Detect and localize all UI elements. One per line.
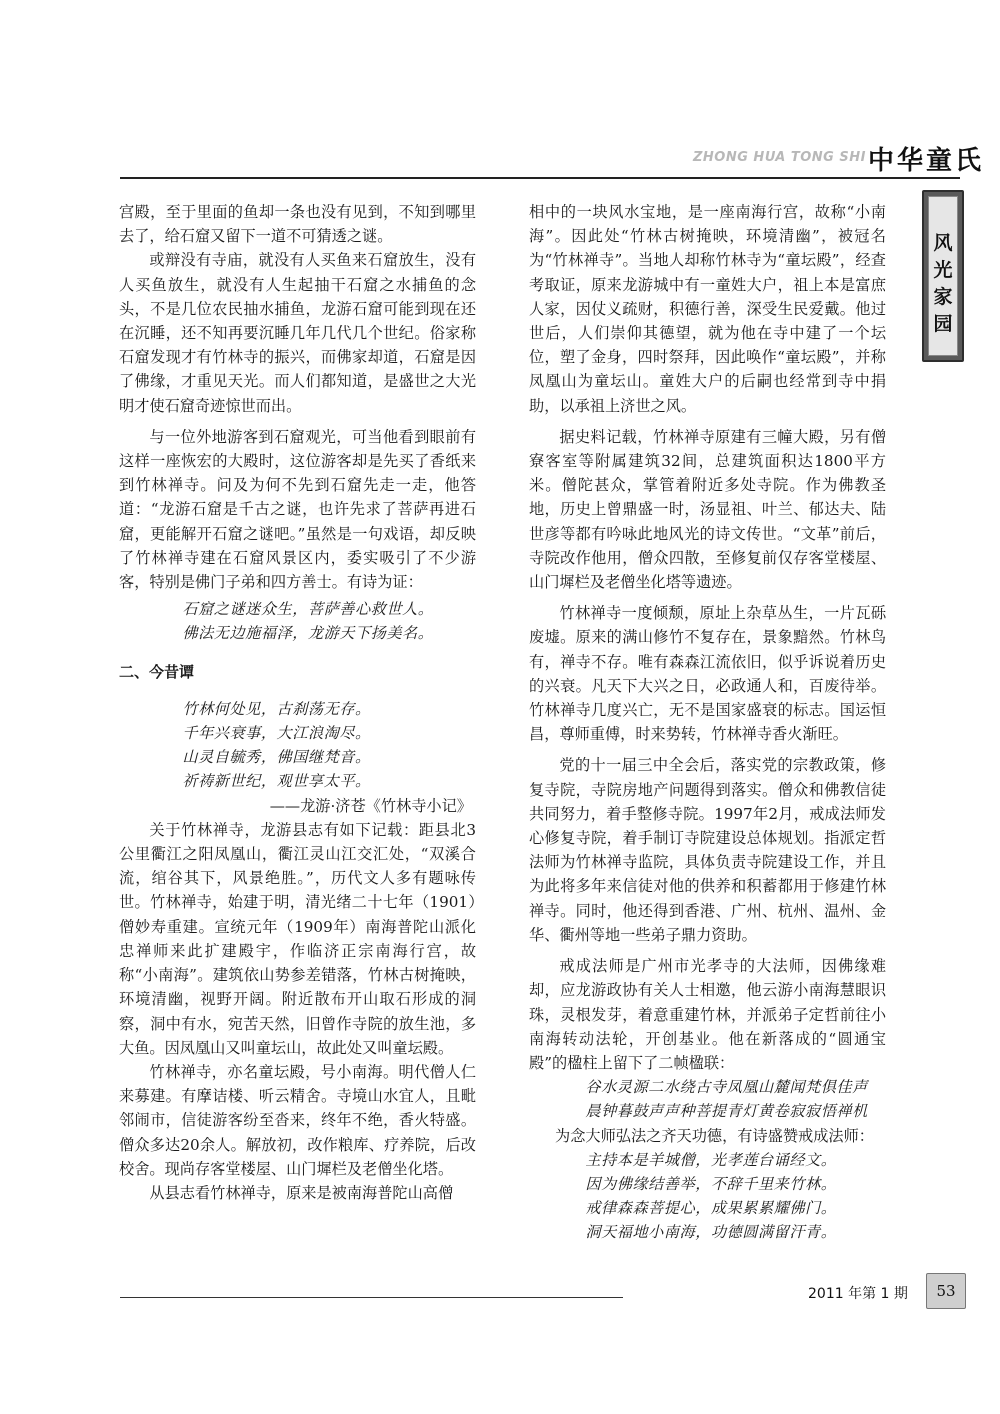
header-rule: [120, 177, 960, 179]
left-paragraph-4: 关于竹林禅寺，龙游县志有如下记载：距县北3公里衢江之阳凤凰山，衢江灵山江交汇处，“双溪合流，绾谷其下，风景绝胜。”，历代文人多有题咏传世。竹林禅寺，始建于明，清光绪二十七年（1901）僧妙寿重建。宣统元年（1909年）南海普陀山派化忠禅师来此扩建殿宇，作临济正宗南海行宫，故称“小南海”。建筑依山势参差错落，竹林古树掩映，环境清幽，视野开阔。附近散布开山取石形成的洞察，洞中有水，宛苦天然，旧曾作寺院的放生池，多大鱼。因凤凰山又叫童坛山，故此处又叫童坛殿。: [119, 820, 476, 1057]
right-paragraph-3: 竹林禅寺一度倾颓，原址上杂草丛生，一片瓦砾废墟。原来的满山修竹不复存在，景象黯然。竹林鸟有，禅寺不存。唯有森森江流依旧，似乎诉说着历史的兴衰。凡天下大兴之日，必政通人和，百废待举。竹林禅寺几度兴亡，无不是国家盛衰的标志。国运恒昌，尊师重傅，时来势转，竹林禅寺香火渐旺。: [529, 604, 886, 744]
left-paragraph-6: 从县志看竹林禅寺，原来是被南海普陀山高僧: [149, 1183, 454, 1202]
page-number: 53: [926, 1273, 966, 1309]
section-tab: [922, 190, 964, 362]
left-paragraph-3: 与一位外地游客到石窟观光，可当他看到眼前有这样一座恢宏的大殿时，这位游客却是先买了香纸来到竹林禅寺。问及为何不先到石窟先走一走，他答道：“龙游石窟是千古之谜，也许先求了菩萨再进石窟，更能解开石窟之谜吧。”虽然是一句戏语，却反映了竹林禅寺建在石窟风景区内，委实吸引了不少游客，特别是佛门子弟和四方善士。有诗为证：: [119, 427, 476, 592]
poem-line: 祈祷新世纪，观世享太平。: [182, 772, 371, 791]
right-column: [529, 200, 886, 1245]
left-column: [119, 200, 476, 1205]
poem-line: 主持本是羊城僧，光孝莲台诵经文。: [585, 1150, 837, 1169]
poem-line: 戒律森森菩提心，成果累累耀佛门。: [585, 1199, 837, 1218]
poem-line: 竹林何处见，古刹荡无存。: [182, 699, 371, 718]
footer-rule: [120, 1297, 623, 1298]
poem-line: 佛法无边施福泽，龙游天下扬美名。: [182, 624, 434, 643]
section-heading: 二、今昔谭: [119, 662, 195, 681]
left-paragraph-2: 或辩没有寺庙，就没有人买鱼来石窟放生，没有人买鱼放生，就没有人生起抽干石窟之水捕鱼的念头，不是几位农民抽水捕鱼，龙游石窟可能到现在还在沉睡，还不知再要沉睡几年几代几个世纪。俗家称石窟发现才有竹林寺的振兴，而佛家却道，石窟是因了佛缘，才重见天光。而人们都知道，是盛世之大光明才使石窟奇迹惊世而出。: [119, 251, 476, 415]
section-tab-label: 风光家园: [933, 232, 953, 335]
poem-attribution: ——龙游·济苍《竹林寺小记》: [269, 796, 472, 815]
left-paragraph-5: 竹林禅寺，亦名童坛殿，号小南海。明代僧人仁来募建。有摩诘楼、听云精舍。寺境山水宜人，且毗邻闹市，信徒游客纷至沓来，终年不绝，香火特盛。僧众多达20余人。解放初，改作粮库、疗养院，后改校舍。现尚存客堂楼屋、山门墀栏及老僧坐化塔。: [119, 1062, 476, 1178]
poem-intro: 为念大师弘法之齐天功德，有诗盛赞戒成法师：: [555, 1126, 874, 1145]
right-paragraph-4: 党的十一届三中全会后，落实党的宗教政策，修复寺院，寺院房地产问题得到落实。僧众和佛教信徒共同努力，着手整修寺院。1997年2月，戒成法师发心修复寺院，着手制订寺院建设总体规划。指派定哲法师为竹林禅寺监院，具体负责寺院建设工作，并且为此将多年来信徒对他的供养和积蓄都用于修建竹林禅寺。同时，他还得到香港、广州、杭州、温州、金华、衢州等地一些弟子鼎力资助。: [529, 756, 886, 944]
issue-label: 2011 年第 1 期: [808, 1286, 908, 1302]
poem-line: 千年兴衰事，大江浪淘尽。: [182, 724, 371, 743]
couplet-line: 谷水灵源二水绕古寺凤凰山麓闻梵俱佳声: [585, 1078, 868, 1097]
right-paragraph-5: 戒成法师是广州市光孝寺的大法师，因佛缘难却，应龙游政协有关人士相邀，他云游小南海慧眼识珠，灵根发芽，着意重建竹林，并派弟子定哲前往小南海转动法轮，开创基业。他在新落成的“圆通宝殿”的楹柱上留下了二帧楹联：: [529, 957, 886, 1072]
poem-line: 石窟之谜迷众生，菩萨善心救世人。: [182, 600, 434, 619]
couplet-line: 晨钟暮鼓声声种菩提青灯黄卷寂寂悟禅机: [585, 1102, 868, 1121]
header-pinyin: ZHONG HUA TONG SHI: [693, 150, 866, 165]
left-paragraph-1: 宫殿，至于里面的鱼却一条也没有见到，不知到哪里去了，给石窟又留下一道不可猜透之谜。: [119, 203, 476, 246]
poem-line: 洞天福地小南海，功德圆满留汗青。: [585, 1223, 837, 1242]
poem-line: 山灵自毓秀，佛国继梵音。: [182, 748, 371, 767]
magazine-title: 中华童氏: [868, 146, 985, 176]
right-paragraph-2: 据史料记载，竹林禅寺原建有三幢大殿，另有僧寮客室等附属建筑32间，总建筑面积达1800平方米。僧陀甚众，掌管着附近多处寺院。作为佛教圣地，历史上曾鼎盛一时，汤显祖、叶兰、郁达夫、陆世彦等都有吟咏此地风光的诗文传世。“文革”前后，寺院改作他用，僧众四散，至修复前仅存客堂楼屋、山门墀栏及老僧坐化塔等遗迹。: [529, 427, 886, 592]
poem-line: 因为佛缘结善举，不辞千里来竹林。: [585, 1174, 837, 1193]
right-paragraph-1: 相中的一块风水宝地，是一座南海行宫，故称“小南海”。因此处“竹林古树掩映，环境清幽”，被冠名为“竹林禅寺”。当地人却称竹林寺为“童坛殿”，经查考取证，原来龙游城中有一童姓大户，祖上本是富庶人家，因仗义疏财，积德行善，深受生民爱戴。他过世后，人们崇仰其德望，就为他在寺中建了一个坛位，塑了金身，四时祭拜，因此唤作“童坛殿”，并称凤凰山为童坛山。童姓大户的后嗣也经常到寺中捐助，以承祖上济世之风。: [529, 203, 886, 415]
